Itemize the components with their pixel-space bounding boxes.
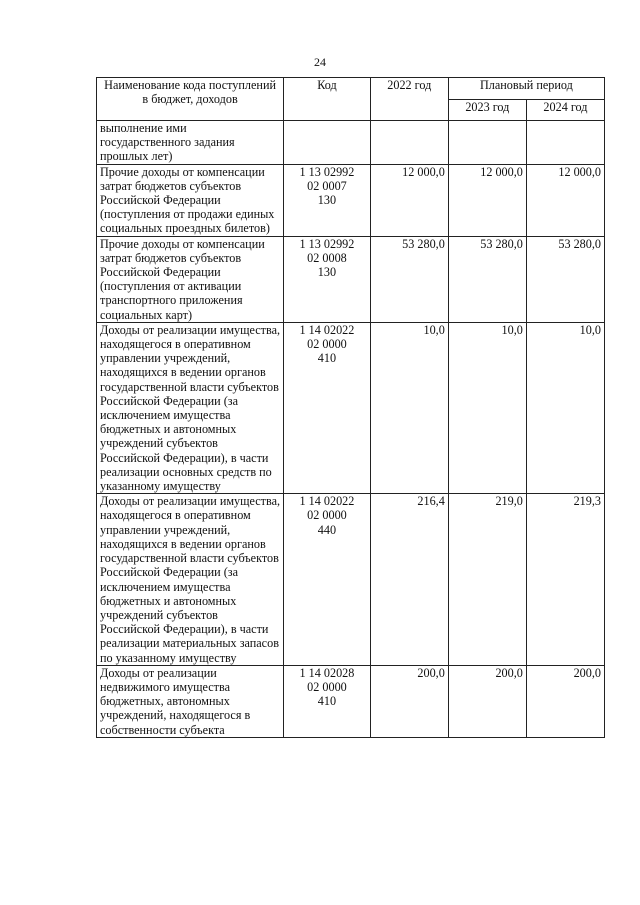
code-line: 130 (317, 193, 337, 208)
code-line: 02 0000 (307, 508, 347, 523)
amount-y2023-cell: 12 000,0 (448, 164, 526, 236)
code-line: 02 0000 (307, 337, 347, 352)
code-line: 1 14 02022 (299, 322, 355, 337)
table-row (97, 121, 605, 165)
revenue-code-cell (284, 494, 371, 665)
amount-y2023-cell: 219,0 (448, 494, 526, 665)
table-row (97, 236, 605, 322)
code-line: 02 0008 (307, 250, 347, 265)
amount-y2024-cell: 10,0 (526, 322, 604, 493)
revenue-name-cell: выполнение ими государственного задания прошлых лет) (97, 121, 284, 165)
code-line: 440 (317, 522, 337, 537)
revenue-code-cell (284, 236, 371, 322)
amount-y2023-cell (448, 121, 526, 165)
code-line: 1 13 02992 (299, 164, 355, 179)
table-row (97, 665, 605, 737)
table-row (97, 164, 605, 236)
header-planning-period: Плановый период (448, 78, 604, 100)
header-name: Наименование кода поступлений в бюджет, доходов (97, 78, 284, 121)
amount-y2024-cell: 12 000,0 (526, 164, 604, 236)
revenue-code-cell (284, 164, 371, 236)
code-line: 02 0007 (307, 178, 347, 193)
code-line: 410 (317, 694, 337, 709)
table-row (97, 322, 605, 493)
revenue-name-cell: Доходы от реализации имущества, находящегося в оперативном управлении учреждений, находящихся в ведении органов государственной власти субъектов Российской Федерации (за исключением имущества бюджетных и автономных учреждений субъектов Российской Федерации), в части реализации материальных запасов по указанному имуществу (97, 494, 284, 665)
header-code: Код (284, 78, 371, 121)
revenue-name-cell: Доходы от реализации имущества, находящегося в оперативном управлении учреждений, находящихся в ведении органов государственной власти субъектов Российской Федерации (за исключением имущества бюджетных и автономных учреждений субъектов Российской Федерации), в части реализации основных средств по указанному имуществу (97, 322, 284, 493)
revenue-code-cell (284, 121, 371, 165)
code-line: 130 (317, 265, 337, 280)
code-line: 410 (317, 351, 337, 366)
amount-y2023-cell: 53 280,0 (448, 236, 526, 322)
revenue-name-cell: Доходы от реализации недвижимого имущества бюджетных, автономных учреждений, находящегося в собственности субъекта (97, 665, 284, 737)
amount-y2022-cell: 53 280,0 (370, 236, 448, 322)
amount-y2023-cell: 10,0 (448, 322, 526, 493)
table-header (97, 78, 605, 121)
amount-y2022-cell: 200,0 (370, 665, 448, 737)
amount-y2024-cell (526, 121, 604, 165)
amount-y2022-cell (370, 121, 448, 165)
amount-y2024-cell: 53 280,0 (526, 236, 604, 322)
header-year-2022: 2022 год (370, 78, 448, 121)
revenue-name-cell: Прочие доходы от компенсации затрат бюджетов субъектов Российской Федерации (поступления от активации транспортного приложения социальных карт) (97, 236, 284, 322)
table-row (97, 494, 605, 665)
amount-y2024-cell: 219,3 (526, 494, 604, 665)
header-year-2024: 2024 год (526, 99, 604, 121)
revenue-name-cell: Прочие доходы от компенсации затрат бюджетов субъектов Российской Федерации (поступления от продажи единых социальных проездных билетов) (97, 164, 284, 236)
header-year-2023: 2023 год (448, 99, 526, 121)
page-number: 24 (314, 55, 326, 69)
amount-y2022-cell: 216,4 (370, 494, 448, 665)
revenue-table (96, 77, 605, 738)
amount-y2023-cell: 200,0 (448, 665, 526, 737)
amount-y2022-cell: 10,0 (370, 322, 448, 493)
code-line: 02 0000 (307, 679, 347, 694)
code-line: 1 13 02992 (299, 236, 355, 251)
amount-y2022-cell: 12 000,0 (370, 164, 448, 236)
revenue-code-cell (284, 665, 371, 737)
code-line: 1 14 02028 (299, 665, 355, 680)
table-body (97, 121, 605, 738)
code-line: 1 14 02022 (299, 494, 355, 509)
revenue-code-cell (284, 322, 371, 493)
amount-y2024-cell: 200,0 (526, 665, 604, 737)
